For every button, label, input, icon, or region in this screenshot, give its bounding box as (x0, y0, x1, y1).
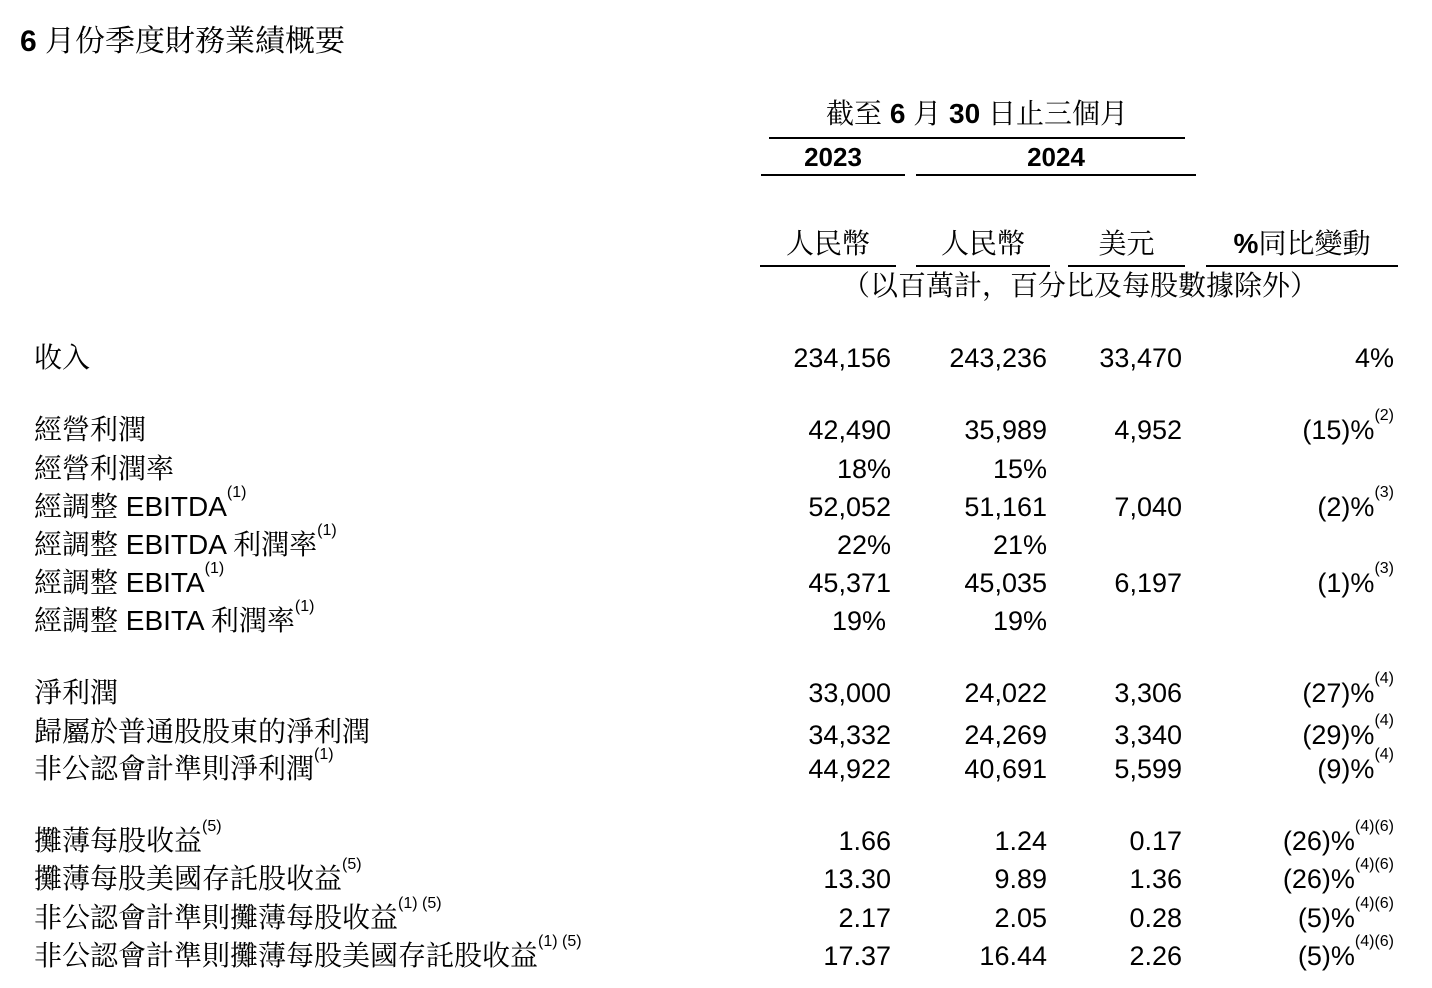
cell-operating-profit-2023-rmb: 42,490 (808, 415, 891, 445)
cell-diluted-ads-eps-2024-rmb: 9.89 (994, 864, 1047, 894)
title-month-number: 6 (20, 25, 37, 58)
row-label-non-gaap-net-income: 非公認會計準則淨利潤$^{(1)}$ (34, 746, 334, 784)
cell-net-income-attributable-change: (29)%$^{(4)}$ (1302, 712, 1394, 750)
period-suffix: 日止三個月 (987, 98, 1128, 129)
row-label-net-income-attributable: 歸屬於普通股股東的淨利潤 (34, 716, 371, 747)
row-label-diluted-ads-eps: 攤薄每股美國存託股收益$^{(5)}$ (34, 856, 362, 894)
cell-operating-margin-2023: 18% (836, 454, 891, 484)
row-label-operating-profit: 經營利潤 (34, 414, 147, 445)
cell-non-gaap-diluted-ads-eps-change: (5)%$^{(4)(6)}$ (1297, 933, 1394, 971)
cell-non-gaap-net-income-2024-rmb: 40,691 (964, 754, 1047, 784)
period-month-number: 6 (889, 98, 906, 129)
cell-diluted-eps-2024-rmb: 1.24 (994, 826, 1047, 856)
period-prefix: 截至 (826, 98, 883, 129)
cell-non-gaap-diluted-ads-eps-2024-rmb: 16.44 (979, 941, 1047, 971)
footnote-ref: (2) (1374, 407, 1394, 424)
footnote-ref: (3) (1374, 560, 1394, 577)
period-underline (769, 137, 1185, 139)
title-text: 月份季度財務業績概要 (45, 25, 346, 58)
footnote-ref: (4) (1374, 746, 1394, 763)
year-2023-underline (761, 174, 905, 176)
footnote-ref: (4) (1374, 712, 1394, 729)
cell-net-income-attributable-2023-rmb: 34,332 (808, 720, 891, 750)
percent-sign: % (1233, 228, 1259, 259)
footnote-ref: (4)(6) (1354, 895, 1394, 912)
footnote-ref: (1) (5) (538, 933, 582, 950)
cell-adjusted-ebita-2024-usd: 6,197 (1114, 568, 1182, 598)
cell-adjusted-ebitda-change: (2)%$^{(3)}$ (1317, 484, 1394, 522)
year-2024-underline (916, 174, 1196, 176)
yoy-change-label: 同比變動 (1258, 228, 1371, 259)
footnote-ref: (5) (342, 856, 362, 873)
cell-non-gaap-net-income-2023-rmb: 44,922 (808, 754, 891, 784)
column-underline-rmb-2024 (916, 265, 1050, 267)
cell-non-gaap-diluted-eps-change: (5)%$^{(4)(6)}$ (1297, 895, 1394, 933)
cell-revenue-2024-rmb: 243,236 (949, 343, 1047, 373)
cell-diluted-eps-2023-rmb: 1.66 (838, 826, 891, 856)
cell-non-gaap-net-income-change: (9)%$^{(4)}$ (1317, 746, 1394, 784)
cell-net-income-2024-usd: 3,306 (1114, 678, 1182, 708)
row-label-net-income: 淨利潤 (34, 677, 119, 708)
cell-adjusted-ebitda-2023-rmb: 52,052 (808, 492, 891, 522)
column-underline-yoy-change (1206, 265, 1398, 267)
cell-net-income-attributable-2024-usd: 3,340 (1114, 720, 1182, 750)
cell-non-gaap-diluted-ads-eps-2023-rmb: 17.37 (823, 941, 891, 971)
cell-net-income-attributable-2024-rmb: 24,269 (964, 720, 1047, 750)
column-header-rmb-2024: 人民幣 (940, 228, 1025, 259)
cell-operating-profit-2024-rmb: 35,989 (964, 415, 1047, 445)
cell-revenue-change: 4% (1354, 343, 1394, 373)
cell-adjusted-ebita-margin-2023: 19% (831, 606, 886, 636)
row-label-revenue: 收入 (34, 342, 91, 373)
column-header-rmb-2023: 人民幣 (785, 228, 870, 259)
cell-net-income-change: (27)%$^{(4)}$ (1302, 670, 1394, 708)
cell-revenue-2024-usd: 33,470 (1099, 343, 1182, 373)
cell-adjusted-ebitda-2024-usd: 7,040 (1114, 492, 1182, 522)
cell-non-gaap-diluted-eps-2024-usd: 0.28 (1129, 903, 1182, 933)
footnote-ref: (4)(6) (1354, 856, 1394, 873)
year-2024: 2024 (1027, 142, 1085, 172)
period-month: 月 (913, 98, 942, 129)
footnote-ref: (5) (202, 818, 222, 835)
cell-diluted-ads-eps-2023-rmb: 13.30 (823, 864, 891, 894)
cell-adjusted-ebita-margin-2024: 19% (992, 606, 1047, 636)
cell-non-gaap-diluted-eps-2023-rmb: 2.17 (838, 903, 891, 933)
cell-adjusted-ebitda-margin-2024: 21% (992, 530, 1047, 560)
footnote-ref: (4)(6) (1354, 818, 1394, 835)
cell-non-gaap-net-income-2024-usd: 5,599 (1114, 754, 1182, 784)
cell-adjusted-ebita-2023-rmb: 45,371 (808, 568, 891, 598)
cell-non-gaap-diluted-eps-2024-rmb: 2.05 (994, 903, 1047, 933)
footnote-ref: (4)(6) (1354, 933, 1394, 950)
cell-operating-profit-change: (15)%$^{(2)}$ (1302, 407, 1394, 445)
cell-diluted-eps-2024-usd: 0.17 (1129, 826, 1182, 856)
cell-revenue-2023-rmb: 234,156 (793, 343, 891, 373)
column-header-yoy-change (1206, 226, 1398, 262)
row-label-non-gaap-diluted-eps: 非公認會計準則攤薄每股收益$^{(1) (5)}$ (34, 895, 442, 933)
cell-diluted-ads-eps-change: (26)%$^{(4)(6)}$ (1282, 856, 1394, 894)
row-label-adjusted-ebita-margin: 經調整 EBITA 利潤率$^{(1)}$ (34, 598, 315, 636)
period-day-number: 30 (949, 98, 981, 129)
column-underline-usd-2024 (1068, 265, 1185, 267)
cell-net-income-2024-rmb: 24,022 (964, 678, 1047, 708)
cell-adjusted-ebita-change: (1)%$^{(3)}$ (1317, 560, 1394, 598)
row-label-diluted-eps: 攤薄每股收益$^{(5)}$ (34, 818, 222, 856)
cell-diluted-eps-change: (26)%$^{(4)(6)}$ (1282, 818, 1394, 856)
footnote-ref: (1) (314, 746, 334, 763)
cell-diluted-ads-eps-2024-usd: 1.36 (1129, 864, 1182, 894)
cell-adjusted-ebita-2024-rmb: 45,035 (964, 568, 1047, 598)
cell-net-income-2023-rmb: 33,000 (808, 678, 891, 708)
footnote-ref: (1) (226, 484, 247, 501)
cell-non-gaap-diluted-ads-eps-2024-usd: 2.26 (1129, 941, 1182, 971)
unit-note: （以百萬計，百分比及每股數據除外） (841, 270, 1318, 301)
row-label-operating-margin: 經營利潤率 (34, 453, 175, 484)
cell-adjusted-ebitda-margin-2023: 22% (836, 530, 891, 560)
footnote-ref: (4) (1374, 670, 1394, 687)
footnote-ref: (1) (204, 560, 225, 577)
row-label-non-gaap-diluted-ads-eps: 非公認會計準則攤薄每股美國存託股收益$^{(1) (5)}$ (34, 933, 582, 971)
footnote-ref: (1) (317, 522, 337, 539)
cell-operating-profit-2024-usd: 4,952 (1114, 415, 1182, 445)
row-label-adjusted-ebita: 經調整 EBITA$^{(1)}$ (34, 560, 225, 598)
period-header (769, 96, 1185, 132)
cell-operating-margin-2024: 15% (992, 454, 1047, 484)
column-underline-rmb-2023 (760, 265, 896, 267)
footnote-ref: (3) (1374, 484, 1394, 501)
row-label-adjusted-ebitda: 經調整 EBITDA$^{(1)}$ (34, 484, 247, 522)
year-2023: 2023 (804, 142, 862, 172)
row-label-adjusted-ebitda-margin: 經調整 EBITDA 利潤率$^{(1)}$ (34, 522, 337, 560)
page-title (20, 22, 345, 62)
cell-adjusted-ebitda-2024-rmb: 51,161 (964, 492, 1047, 522)
column-header-usd-2024: 美元 (1098, 228, 1155, 259)
footnote-ref: (1) (294, 598, 315, 615)
footnote-ref: (1) (5) (398, 895, 442, 912)
